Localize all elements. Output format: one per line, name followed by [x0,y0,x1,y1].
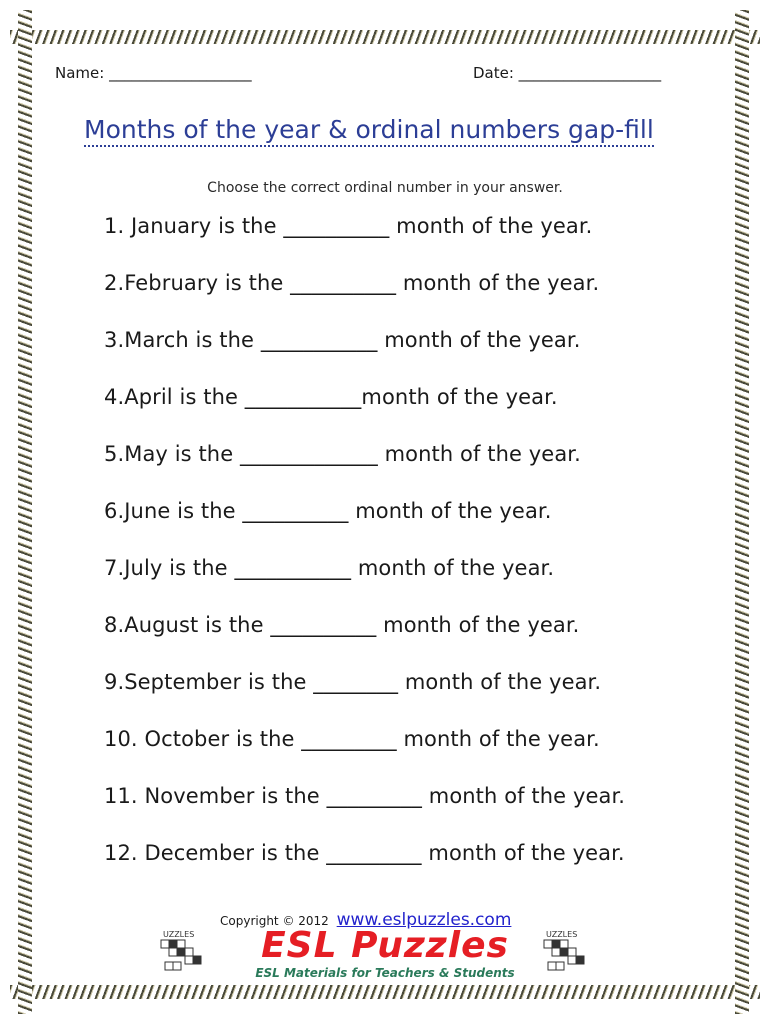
name-field-label: Name: ___________________ [55,64,252,82]
question-item: 7.July is the ___________ month of the year. [104,556,555,580]
website-link[interactable]: www.eslpuzzles.com [336,910,512,930]
question-item: 4.April is the ___________month of the year. [104,385,558,409]
question-item: 2.February is the __________ month of the year. [104,271,600,295]
logo-tagline: ESL Materials for Teachers & Students [255,966,515,980]
decorative-border-bottom [10,985,760,999]
question-item: 8.August is the __________ month of the year. [104,613,580,637]
question-item: 12. December is the _________ month of the year. [104,841,625,865]
question-item: 10. October is the _________ month of the year. [104,727,600,751]
question-item: 11. November is the _________ month of the year. [104,784,626,808]
svg-text:UZZLES: UZZLES [546,930,578,939]
instructions: Choose the correct ordinal number in your answer. [207,180,563,196]
esl-puzzles-logo: ESL Puzzles [261,925,509,966]
decorative-border-top [10,30,760,44]
decorative-border-left [18,10,32,1014]
question-item: 1. January is the __________ month of the year. [104,214,593,238]
decorative-border-right [735,10,749,1014]
date-field-label: Date: ___________________ [473,64,662,82]
question-item: 3.March is the ___________ month of the year. [104,328,581,352]
page-title: Months of the year & ordinal numbers gap-fill [84,115,654,147]
question-item: 9.September is the ________ month of the year. [104,670,602,694]
question-item: 6.June is the __________ month of the year. [104,499,552,523]
question-item: 5.May is the _____________ month of the year. [104,442,581,466]
copyright-text: Copyright © 2012 [220,914,329,928]
svg-text:UZZLES: UZZLES [163,930,195,939]
